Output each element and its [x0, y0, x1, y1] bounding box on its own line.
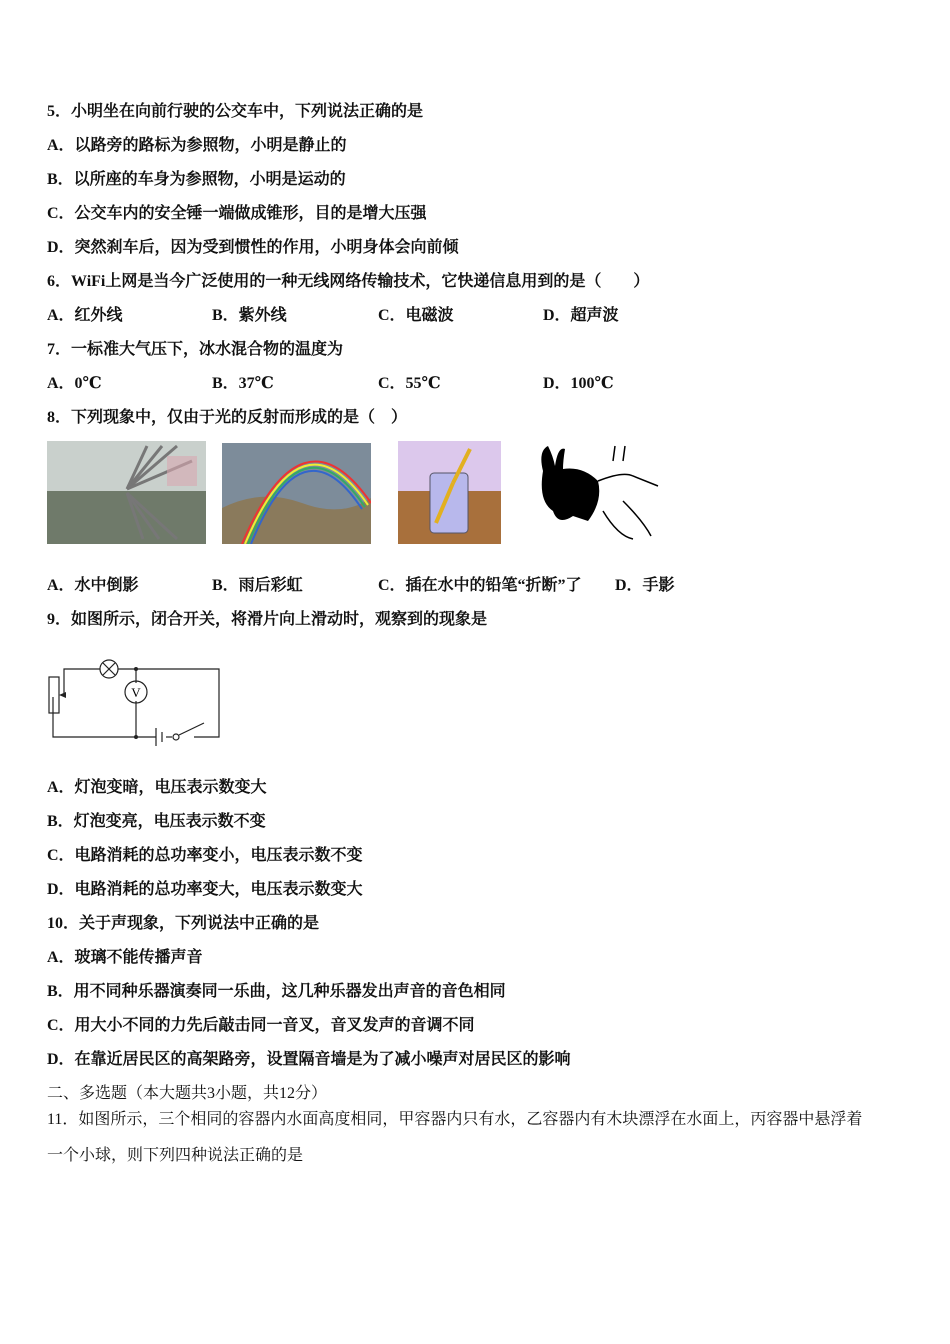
q10-option-a: A．玻璃不能传播声音: [47, 949, 203, 966]
q7-option-d: D．100℃: [543, 375, 614, 392]
question-9-stem: 9．如图所示，闭合开关，将滑片向上滑动时，观察到的现象是: [47, 611, 488, 628]
q10-option-d: D．在靠近居民区的高架路旁，设置隔音墙是为了减小噪声对居民区的影响: [47, 1051, 571, 1068]
pencil-in-water-illustration: [398, 441, 501, 544]
q7-option-c: C．55℃: [378, 375, 441, 392]
q7-option-b: B．37℃: [212, 375, 274, 392]
q6-option-a: A．红外线: [47, 307, 123, 324]
question-7-stem: 7．一标准大气压下，冰水混合物的温度为: [47, 341, 344, 358]
question-11-line-2: 一个小球，则下列四种说法正确的是: [47, 1147, 304, 1164]
q5-option-d: D．突然刹车后，因为受到惯性的作用，小明身体会向前倾: [47, 239, 459, 256]
q8-option-d: D．手影: [615, 577, 675, 594]
q6-option-c: C．电磁波: [378, 307, 454, 324]
question-11-line-1: 11．如图所示，三个相同的容器内水面高度相同，甲容器内只有水，乙容器内有木块漂浮在水面上，丙容器中悬浮着: [47, 1111, 863, 1128]
q6-option-b: B．紫外线: [212, 307, 287, 324]
q9-option-b: B．灯泡变亮，电压表示数不变: [47, 813, 266, 830]
q9-option-a: A．灯泡变暗，电压表示数变大: [47, 779, 267, 796]
q8-option-b: B．雨后彩虹: [212, 577, 303, 594]
question-5-stem: 5．小明坐在向前行驶的公交车中，下列说法正确的是: [47, 103, 424, 120]
hand-shadow-illustration: [533, 441, 663, 544]
question-10-stem: 10．关于声现象，下列说法中正确的是: [47, 915, 320, 932]
circuit-diagram: [44, 640, 224, 755]
reflection-photo: [47, 441, 206, 544]
q8-option-a: A．水中倒影: [47, 577, 139, 594]
q5-option-a: A．以路旁的路标为参照物，小明是静止的: [47, 137, 347, 154]
q6-option-d: D．超声波: [543, 307, 619, 324]
q10-option-c: C．用大小不同的力先后敲击同一音叉，音叉发声的音调不同: [47, 1017, 475, 1034]
question-6-stem: 6．WiFi上网是当今广泛使用的一种无线网络传输技术，它快递信息用到的是（ ）: [47, 273, 650, 290]
voltmeter-label: V: [131, 685, 141, 700]
q5-option-c: C．公交车内的安全锤一端做成锥形，目的是增大压强: [47, 205, 427, 222]
q10-option-b: B．用不同种乐器演奏同一乐曲，这几种乐器发出声音的音色相同: [47, 983, 506, 1000]
q5-option-b: B．以所座的车身为参照物，小明是运动的: [47, 171, 346, 188]
q7-option-a: A．0℃: [47, 375, 102, 392]
question-8-stem: 8．下列现象中，仅由于光的反射而形成的是（ ）: [47, 409, 408, 426]
q9-option-d: D．电路消耗的总功率变大，电压表示数变大: [47, 881, 363, 898]
q8-option-c: C．插在水中的铅笔“折断”了: [378, 577, 582, 594]
q9-option-c: C．电路消耗的总功率变小，电压表示数不变: [47, 847, 363, 864]
section-heading: 二、多选题（本大题共3小题，共12分）: [47, 1085, 328, 1102]
rainbow-photo: [222, 443, 371, 544]
